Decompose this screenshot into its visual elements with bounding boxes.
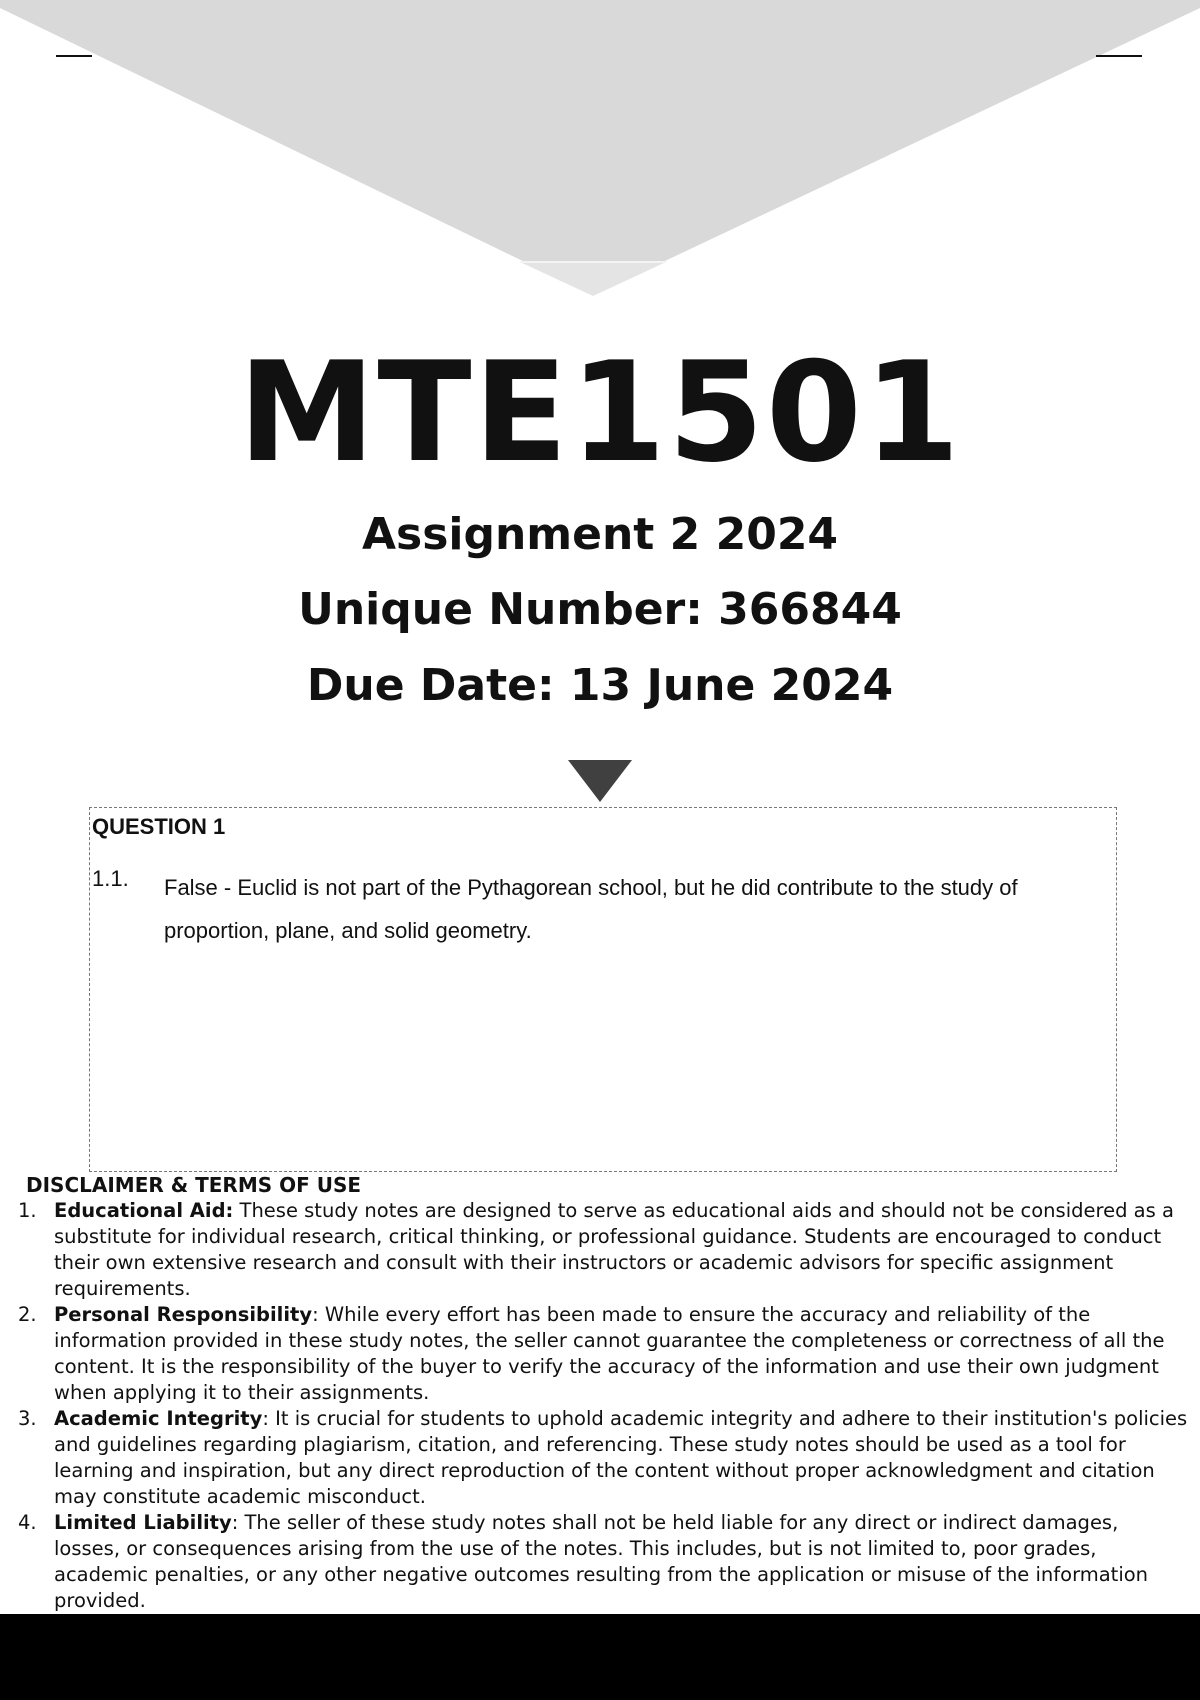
disclaimer-item-text: : The seller of these study notes shall not be held liable for any direct or indirect damages, losses, or consequences arising from the use of the notes. This includes, but is not limited to, poor grades, academic penalties, or any other negative outcomes resulting from the application or misuse of the information provided. bbox=[54, 1511, 1149, 1612]
question-item-text: False - Euclid is not part of the Pythagorean school, but he did contribute to the study of proportion, plane, and solid geometry. bbox=[164, 875, 1018, 943]
question-item-number: 1.1. bbox=[92, 866, 129, 891]
disclaimer-item bbox=[16, 1198, 1188, 1302]
disclaimer-item-text: : While every effort has been made to ensure the accuracy and reliability of the information provided in these study notes, the seller cannot guarantee the completeness or correctness of all the content. It is the responsibility of the buyer to verify the accuracy of the information and use their own judgment when applying it to their assignments. bbox=[54, 1303, 1165, 1404]
footer-bar bbox=[0, 1614, 1200, 1700]
chevron-banner bbox=[0, 0, 1200, 300]
header-rule-right bbox=[1096, 55, 1142, 57]
disclaimer-item-text: : It is crucial for students to uphold academic integrity and adhere to their institution's policies and guidelines regarding plagiarism, citation, and referencing. These study notes should be used as a tool for learning and inspiration, but any direct reproduction of the content without proper acknowledgment and citation may constitute academic misconduct. bbox=[54, 1407, 1188, 1508]
disclaimer-item-text: These study notes are designed to serve as educational aids and should not be considered as a substitute for individual research, critical thinking, or professional guidance. Students are encouraged to conduct their own extensive research and consult with their instructors or academic advisors for specific assignment requirements. bbox=[54, 1199, 1174, 1300]
course-code: MTE1501 bbox=[238, 332, 962, 493]
question-box bbox=[89, 807, 1117, 1172]
disclaimer-item bbox=[16, 1406, 1188, 1510]
disclaimer-list bbox=[16, 1198, 1188, 1614]
disclaimer-item bbox=[16, 1510, 1188, 1614]
assignment-title: Assignment 2 2024 bbox=[361, 509, 839, 560]
disclaimer-title: DISCLAIMER & TERMS OF USE bbox=[26, 1173, 362, 1197]
disclaimer-item-label: Educational Aid: bbox=[54, 1199, 234, 1222]
disclaimer-item-number: 4. bbox=[18, 1511, 37, 1534]
triangle-down-icon bbox=[568, 760, 632, 802]
disclaimer-item-number: 2. bbox=[18, 1303, 37, 1326]
header-rule-left bbox=[56, 55, 92, 57]
disclaimer-item bbox=[16, 1302, 1188, 1406]
disclaimer-section bbox=[16, 1172, 1188, 1614]
disclaimer-item-number: 3. bbox=[18, 1407, 37, 1430]
due-date: Due Date: 13 June 2024 bbox=[306, 660, 894, 711]
question-title: QUESTION 1 bbox=[92, 814, 226, 839]
disclaimer-item-label: Personal Responsibility bbox=[54, 1303, 313, 1326]
unique-number: Unique Number: 366844 bbox=[298, 584, 902, 635]
disclaimer-item-number: 1. bbox=[18, 1199, 37, 1222]
disclaimer-item-label: Limited Liability bbox=[54, 1511, 232, 1534]
disclaimer-item-label: Academic Integrity bbox=[54, 1407, 263, 1430]
